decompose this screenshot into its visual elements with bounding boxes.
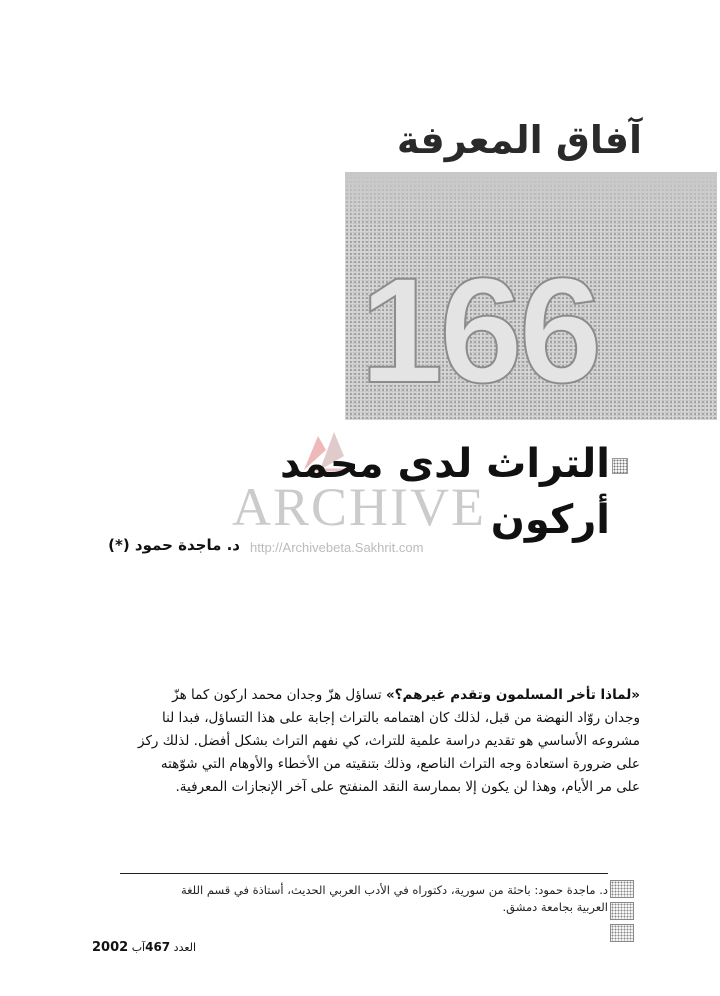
footer-month: آب bbox=[131, 941, 146, 954]
article-title: التراث لدى محمد أركون bbox=[280, 441, 610, 543]
body-line-1: تساؤل هزّ وجدان محمد اركون كما هزّ bbox=[172, 687, 382, 703]
title-bullet-icon bbox=[612, 458, 628, 474]
footnote-divider bbox=[120, 873, 608, 874]
article-author: د. ماجدة حمود (*) bbox=[108, 536, 240, 554]
body-line-2: وجدان روّاد النهضة من قبل، لذلك كان اهتمامه بالتراث إجابة على هذا التساؤل، فبدا لنا bbox=[161, 710, 640, 726]
section-title: آفاق المعرفة bbox=[396, 118, 642, 162]
decorative-blocks bbox=[610, 880, 634, 950]
footer-issue-label: العدد bbox=[173, 941, 197, 954]
footer-year: 2002 bbox=[92, 940, 129, 955]
body-line-4: على ضرورة استعادة وجه التراث الناصع، وذلك بتنقيته من الأخطاء والأوهام التي شوّهته bbox=[160, 756, 640, 772]
body-line-3: مشروعه الأساسي هو تقديم دراسة علمية للتراث، كي نفهم التراث بشكل أفضل. لذلك ركز bbox=[138, 733, 640, 749]
watermark-url: http://Archivebeta.Sakhrit.com bbox=[250, 540, 424, 555]
body-line bbox=[75, 684, 640, 707]
body-line-5: على مر الأيام، وهذا لن يكون إلا بممارسة النقد المنفتح على آخر الإنجازات المعرفية. bbox=[175, 779, 640, 795]
issue-badge: 166 bbox=[360, 246, 599, 414]
body-lead: «لماذا تأخر المسلمون وتقدم غيرهم؟» bbox=[385, 687, 640, 703]
watermark-text: ARCHIVE bbox=[232, 477, 486, 537]
page-footer bbox=[92, 940, 232, 955]
footer-issue-number: 467 bbox=[145, 940, 171, 954]
footnote bbox=[120, 882, 608, 916]
article-body bbox=[75, 684, 640, 799]
footnote-line-2: العربية بجامعة دمشق. bbox=[502, 900, 608, 914]
footnote-line-1: د. ماجدة حمود: باحثة من سورية، دكتوراه في الأدب العربي الحديث، أستاذة في قسم اللغة bbox=[180, 883, 608, 897]
